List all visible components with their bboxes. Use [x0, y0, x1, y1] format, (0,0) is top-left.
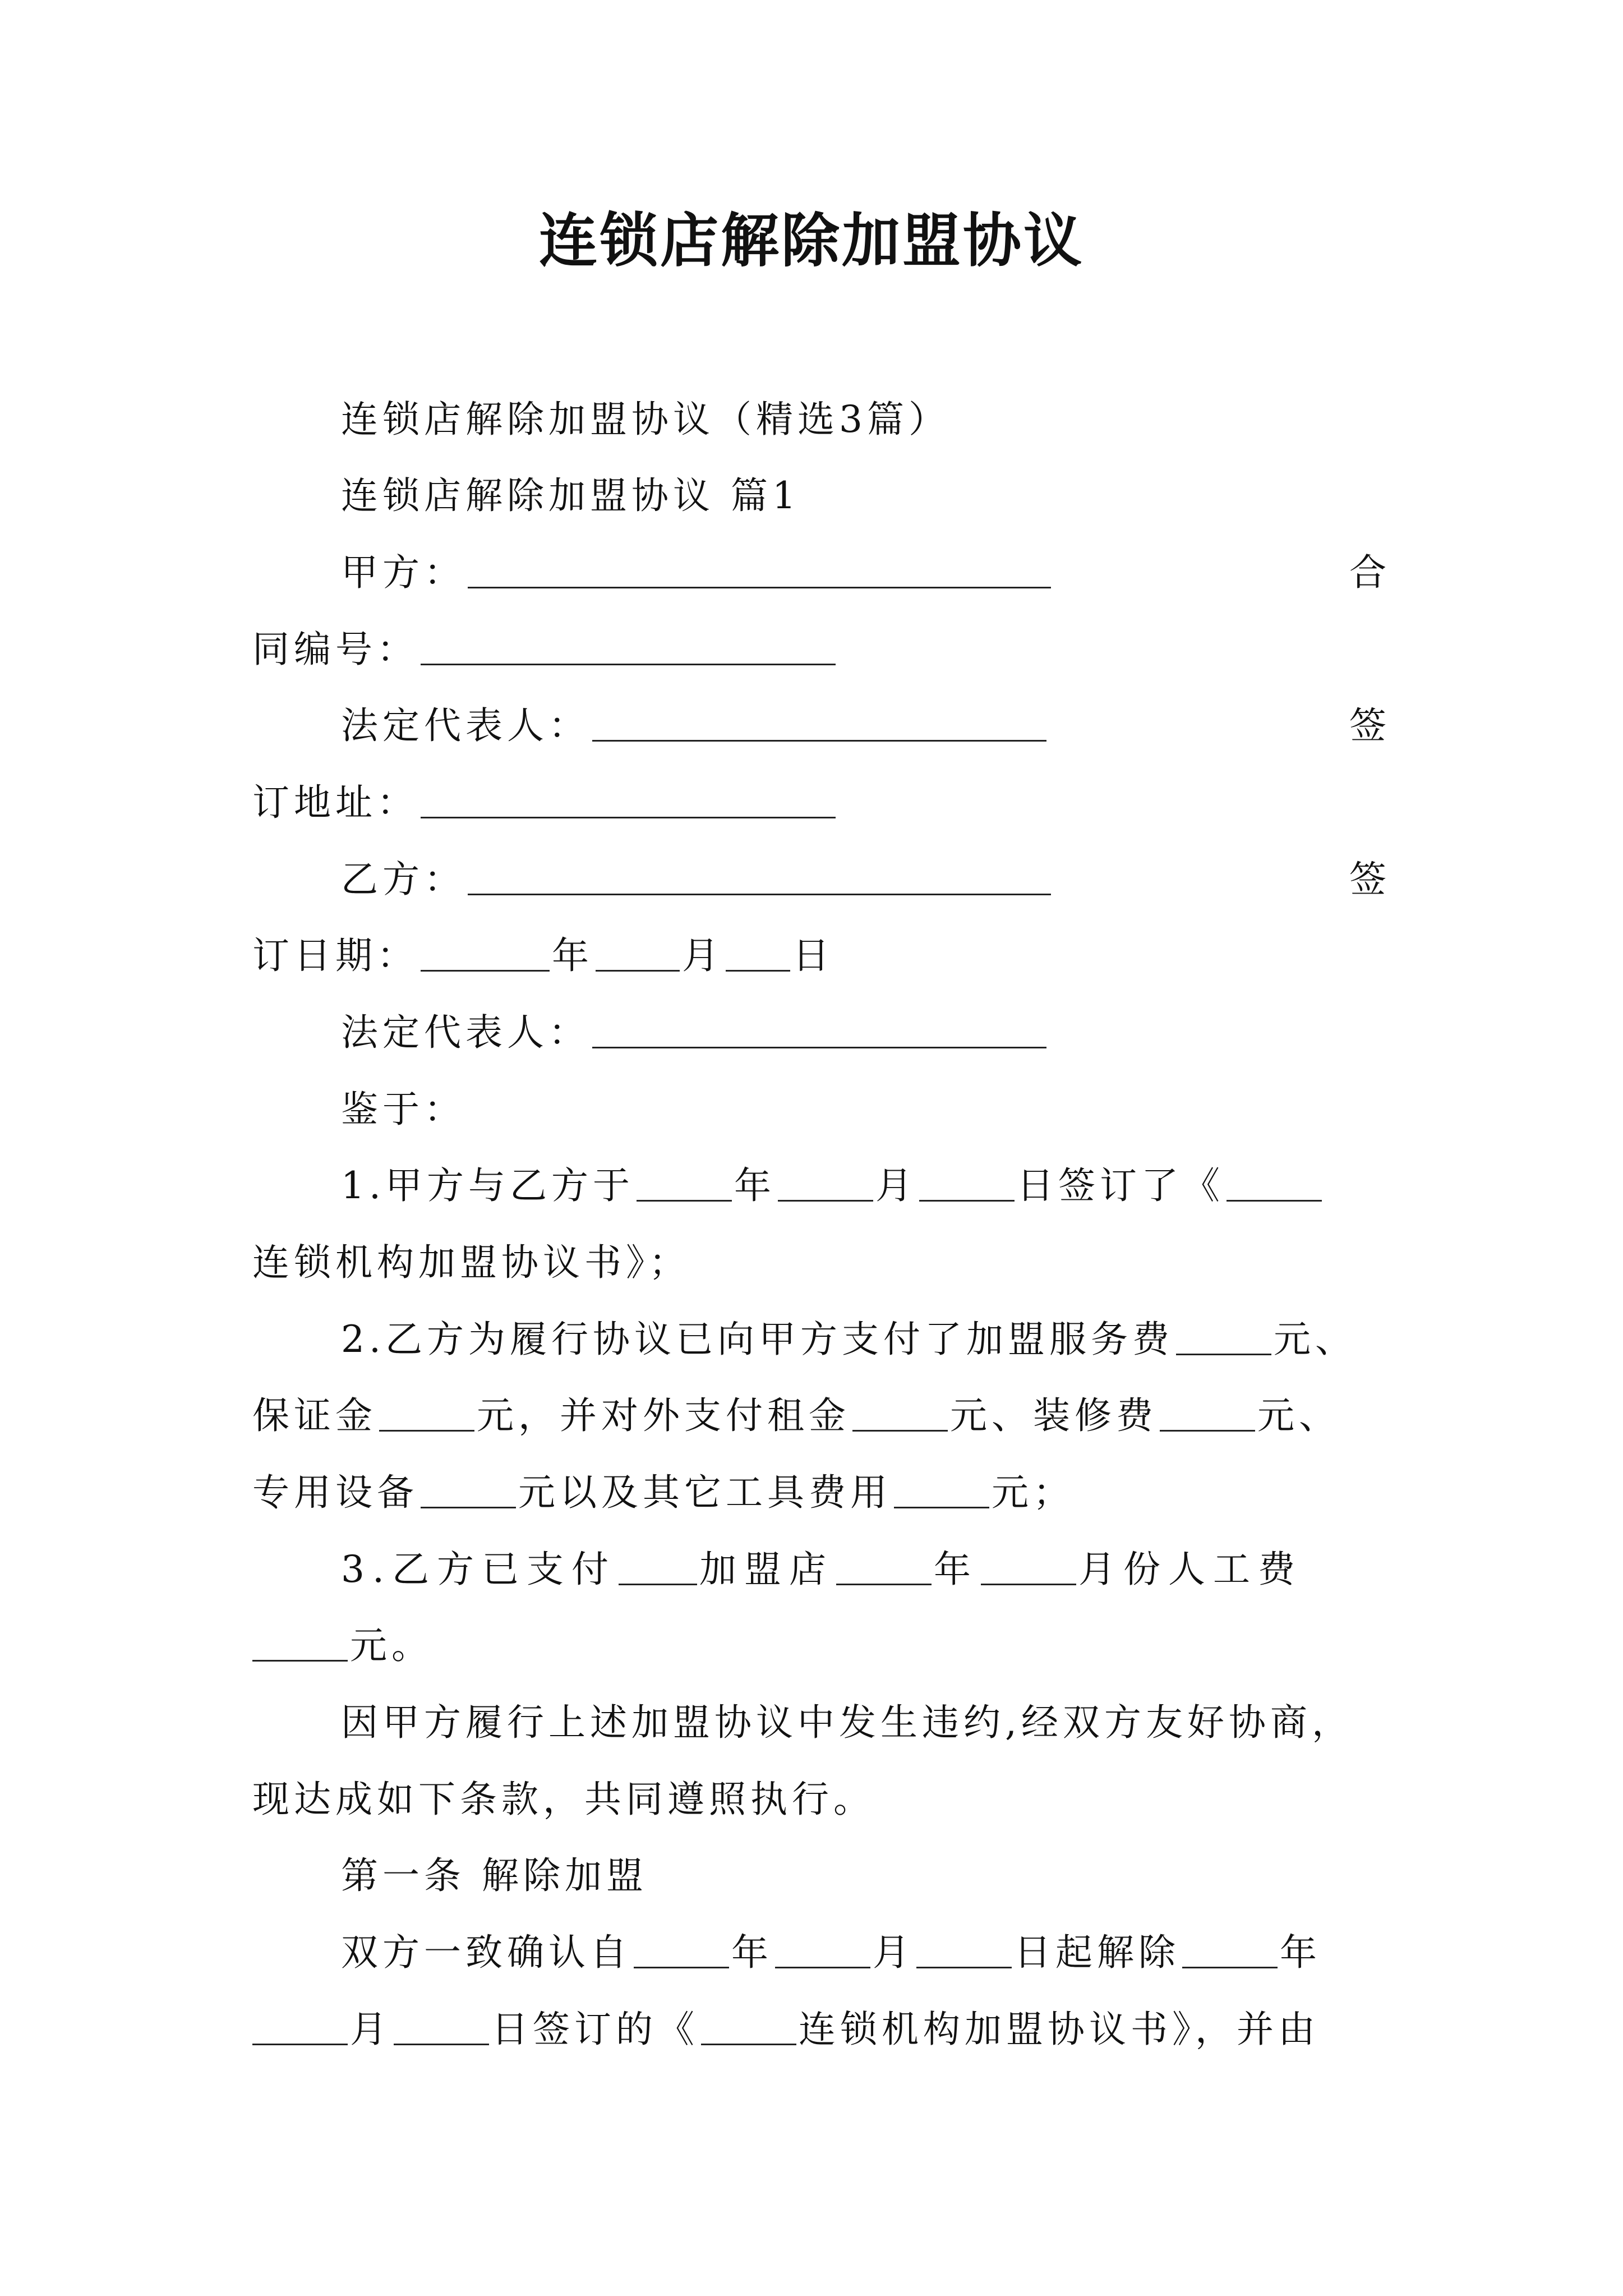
item3-labor-fee-blank[interactable] — [252, 1621, 348, 1662]
legal-rep-b-blank[interactable] — [592, 1007, 1046, 1048]
article1-orig-year-blank[interactable] — [1182, 1927, 1278, 1968]
contract-no-line — [252, 624, 1391, 675]
item3-line — [252, 1544, 1391, 1595]
article1-text-h: 连锁机构加盟协议书》，并由 — [799, 2008, 1320, 2051]
article1-text-g: 日签订的《 — [491, 2008, 699, 2051]
item2-cont2-line — [252, 1467, 1391, 1519]
item2-text-g: 专用设备 — [252, 1471, 418, 1514]
contract-no-label: 同编号： — [252, 628, 418, 671]
sign-date-label: 订日期： — [252, 934, 418, 977]
item2-text-h: 元以及其它工具费用 — [518, 1471, 892, 1514]
page-title: 连锁店解除加盟协议 — [538, 206, 1084, 275]
item3-text-a: 3.乙方已支付 — [341, 1548, 616, 1591]
item1-year-blank[interactable] — [637, 1161, 732, 1202]
day-label: 日 — [792, 934, 834, 977]
article1-text-c: 月 — [873, 1931, 914, 1974]
item1-month-blank[interactable] — [778, 1161, 873, 1202]
item3-text-b: 加盟店 — [699, 1548, 834, 1591]
sign-addr-blank[interactable] — [421, 777, 836, 818]
sign-date-day-blank[interactable] — [726, 931, 790, 972]
sign-date-year-blank[interactable] — [421, 931, 550, 972]
item2-text-c: 保证金 — [252, 1394, 377, 1437]
party-a-line — [252, 547, 1391, 599]
legal-rep-b-label: 法定代表人： — [341, 1011, 590, 1054]
subtitle-text: 连锁店解除加盟协议（精选3篇） — [341, 398, 950, 441]
para1-line — [252, 1697, 1391, 1749]
item3-text-d: 月份人工费 — [1078, 1548, 1303, 1591]
item3-month-blank[interactable] — [981, 1544, 1076, 1585]
article1-month-blank[interactable] — [775, 1927, 870, 1968]
article1-text-d: 日起解除 — [1014, 1931, 1180, 1974]
month-label: 月 — [682, 934, 723, 977]
item1-name-blank[interactable] — [1227, 1161, 1322, 1202]
item2-deposit-blank[interactable] — [379, 1391, 474, 1432]
item2-text-b: 元、 — [1273, 1318, 1357, 1361]
legal-rep-line — [252, 700, 1391, 752]
whereas-line — [252, 1084, 1391, 1135]
article1-text-f: 月 — [350, 2008, 391, 2051]
para1-text-a: 因甲方履行上述加盟协议中发生违约,经双方友好协商， — [341, 1701, 1353, 1744]
article1-name-blank[interactable] — [701, 2004, 796, 2045]
item3-year-blank[interactable] — [836, 1544, 932, 1585]
item3-text-e: 元。 — [350, 1624, 433, 1667]
item2-line — [252, 1314, 1391, 1365]
party-b-blank[interactable] — [468, 854, 1051, 895]
legal-rep-b-line — [252, 1007, 1391, 1059]
contract-no-wrap-char: 合 — [1349, 551, 1391, 594]
article1-orig-day-blank[interactable] — [394, 2004, 489, 2045]
year-label: 年 — [552, 934, 593, 977]
article1-heading-text: 第一条 解除加盟 — [341, 1854, 648, 1897]
sign-addr-label: 订地址： — [252, 781, 418, 824]
para1-text-b: 现达成如下条款，共同遵照执行。 — [252, 1778, 875, 1821]
sign-addr-line — [252, 777, 1391, 829]
item2-text-a: 2.乙方为履行协议已向甲方支付了加盟服务费 — [341, 1318, 1174, 1361]
item3-cont-line — [252, 1620, 1391, 1672]
item2-text-d: 元，并对外支付租金 — [477, 1394, 850, 1437]
party-a-blank[interactable] — [468, 547, 1051, 588]
item1-text-d: 日签订了《 — [1016, 1164, 1224, 1207]
article1-line — [252, 1927, 1391, 1978]
item1-text-c: 月 — [875, 1164, 917, 1207]
item1-text-e: 连锁机构加盟协议书》； — [252, 1241, 690, 1284]
party-b-line — [252, 854, 1391, 905]
item1-text-b: 年 — [734, 1164, 776, 1207]
article1-heading — [252, 1850, 1391, 1902]
article1-text-a: 双方一致确认自 — [341, 1931, 631, 1974]
item2-service-fee-blank[interactable] — [1176, 1314, 1271, 1355]
legal-rep-blank[interactable] — [592, 701, 1046, 742]
item2-equipment-blank[interactable] — [421, 1467, 516, 1508]
item1-day-blank[interactable] — [919, 1161, 1015, 1202]
legal-rep-label: 法定代表人： — [341, 704, 590, 747]
item3-amount-blank[interactable] — [619, 1544, 697, 1585]
subtitle-line — [252, 394, 1391, 445]
item2-rent-blank[interactable] — [852, 1391, 948, 1432]
chapter-heading-text: 连锁店解除加盟协议 篇1 — [341, 474, 800, 517]
chapter-heading — [252, 470, 1391, 522]
para1-cont-line — [252, 1774, 1391, 1825]
whereas-label: 鉴于： — [341, 1088, 465, 1131]
sign-date-line — [252, 930, 1391, 982]
article1-year-blank[interactable] — [634, 1927, 729, 1968]
item1-text-a: 1.甲方与乙方于 — [341, 1164, 634, 1207]
item2-text-e: 元、装修费 — [950, 1394, 1158, 1437]
party-b-label: 乙方： — [341, 858, 465, 901]
article1-text-b: 年 — [731, 1931, 773, 1974]
item2-tools-blank[interactable] — [894, 1467, 989, 1508]
item2-decoration-blank[interactable] — [1160, 1391, 1255, 1432]
item2-text-i: 元； — [992, 1471, 1075, 1514]
item2-cont-line — [252, 1390, 1391, 1442]
sign-date-month-blank[interactable] — [596, 931, 680, 972]
article1-text-e: 年 — [1280, 1931, 1321, 1974]
sign-date-wrap-char: 签 — [1349, 858, 1391, 901]
item1-cont-line — [252, 1237, 1391, 1289]
item2-text-f: 元、 — [1257, 1394, 1340, 1437]
article1-day-blank[interactable] — [916, 1927, 1012, 1968]
contract-no-blank[interactable] — [421, 624, 836, 665]
item1-line — [252, 1160, 1391, 1212]
article1-cont-line — [252, 2004, 1391, 2055]
item3-text-c: 年 — [933, 1548, 979, 1591]
article1-orig-month-blank[interactable] — [252, 2004, 348, 2045]
sign-addr-wrap-char: 签 — [1349, 704, 1391, 747]
party-a-label: 甲方： — [341, 551, 465, 594]
